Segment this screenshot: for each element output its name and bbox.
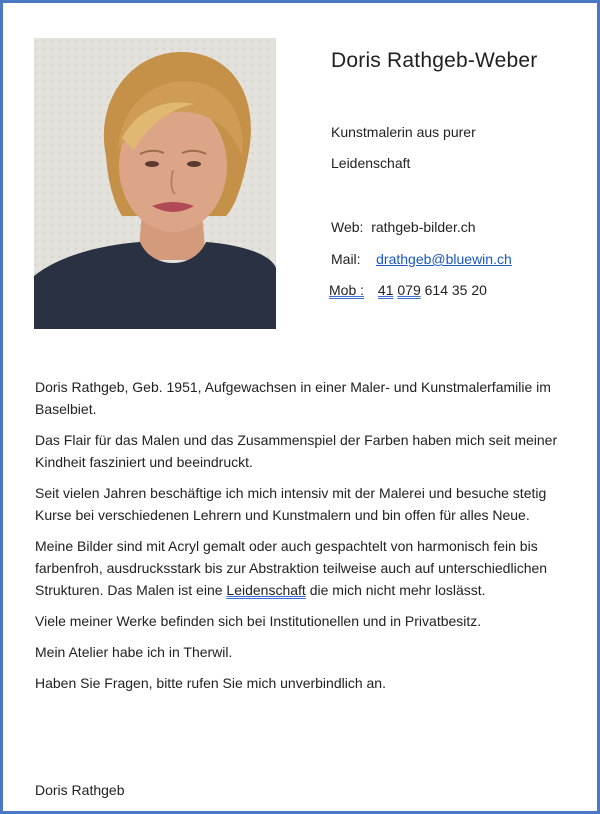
bio-paragraph-3: Seit vielen Jahren beschäftige ich mich intensiv mit der Malerei und besuche stetig Kurse bei verschiedenen Lehrern und Kunstmalern und bin offen für alles Neue.: [35, 485, 547, 523]
bio-paragraph-1: Doris Rathgeb, Geb. 1951, Aufgewachsen in einer Maler- und Kunstmalerfamilie im Baselbiet.: [35, 379, 551, 417]
mail-row: [331, 251, 512, 267]
web-row: [331, 219, 476, 235]
tagline-line-1: Kunstmalerin aus purer: [331, 124, 476, 140]
bio-paragraph-4-start: Meine Bilder sind mit Acryl gemalt oder auch gespachtelt von harmonisch fein bis farbenfroh, ausdrucksstark bis zur Abstraktion teilweise auch auf unterschiedlichen Strukturen. Das Malen ist eine: [35, 538, 548, 598]
web-label: Web:: [331, 219, 364, 235]
bio-paragraph-4-end: die mich nicht mehr loslässt.: [305, 582, 486, 598]
tagline-line-2: Leidenschaft: [331, 155, 411, 171]
bio-paragraph-5: Viele meiner Werke befinden sich bei Institutionellen und in Privatbesitz.: [35, 613, 482, 629]
mobile-area-code: 079: [397, 282, 421, 298]
mail-label: Mail:: [331, 251, 361, 267]
web-value: rathgeb-bilder.ch: [371, 219, 476, 235]
bio-paragraph-7: Haben Sie Fragen, bitte rufen Sie mich unverbindlich an.: [35, 675, 386, 691]
mobile-row: [329, 282, 487, 298]
mobile-number: 614 35 20: [424, 282, 487, 298]
bio-paragraph-6: Mein Atelier habe ich in Therwil.: [35, 644, 233, 660]
bio-passion-word: Leidenschaft: [226, 582, 306, 598]
biography-text: [35, 376, 580, 703]
mobile-prefix: 41: [377, 282, 394, 298]
person-name-heading: Doris Rathgeb-Weber: [331, 49, 538, 72]
portrait-photo: [34, 38, 276, 329]
bio-paragraph-4: [35, 535, 580, 601]
signature-name: Doris Rathgeb: [35, 782, 125, 798]
bio-paragraph-2: Das Flair für das Malen und das Zusammenspiel der Farben haben mich seit meiner Kindheit fasziniert und beeindruckt.: [35, 432, 558, 470]
mail-link[interactable]: drathgeb@bluewin.ch: [376, 251, 512, 267]
mobile-label: Mob :: [329, 282, 365, 298]
